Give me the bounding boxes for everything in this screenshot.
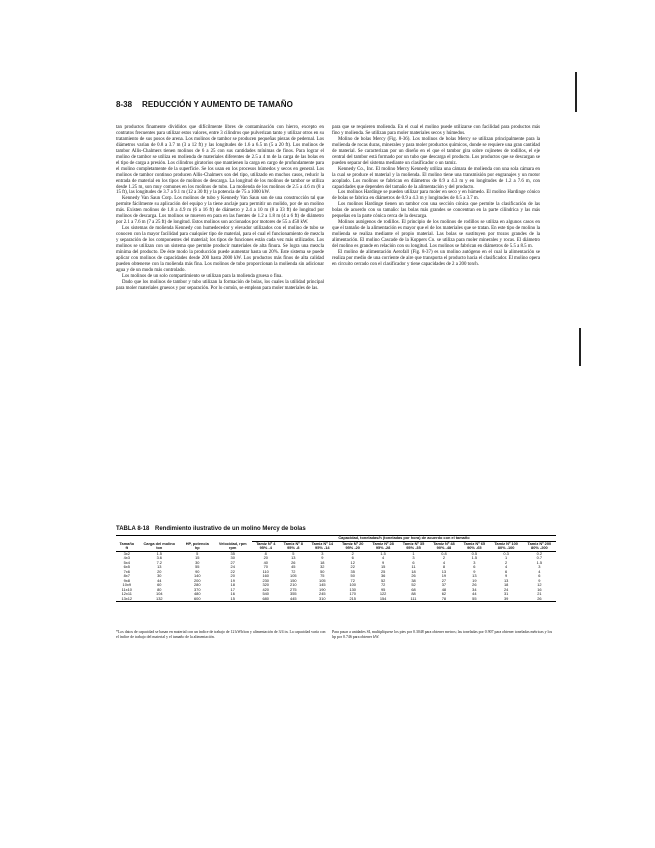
column-subheader: 90% -48 bbox=[429, 546, 459, 551]
table-cell: 3 bbox=[412, 555, 415, 560]
column-header: Tamiz Nº 8 bbox=[283, 540, 303, 546]
column-subheader: ton bbox=[138, 546, 181, 551]
column-subheader: 95% -8 bbox=[280, 546, 308, 551]
table-cell: 154 bbox=[368, 597, 398, 602]
table-cell: 35 bbox=[230, 550, 235, 556]
table-cell: 445 bbox=[280, 597, 308, 602]
table-cell: 15 bbox=[213, 597, 251, 602]
table-cell: 50 bbox=[320, 568, 325, 574]
table-cell: 420 bbox=[262, 586, 269, 592]
table-cell: 140 bbox=[194, 573, 201, 578]
table-cell: 111 bbox=[398, 597, 428, 602]
table-cell: 275 bbox=[290, 586, 297, 592]
table-cell: 145 bbox=[319, 582, 326, 587]
table-cell: 27 bbox=[441, 577, 447, 583]
table-cell: 24 bbox=[503, 586, 509, 592]
table-cell: 170 bbox=[349, 591, 356, 596]
table-cell: 72 bbox=[380, 582, 386, 587]
table-cell: 13 bbox=[291, 555, 296, 560]
table-cell: 20 bbox=[157, 568, 162, 574]
table-cell: 68 bbox=[411, 586, 416, 592]
table-cell: 6x5 bbox=[123, 564, 130, 569]
table-cell: 30 bbox=[195, 559, 200, 565]
table-cell: 37 bbox=[441, 582, 447, 587]
table-cell: 3 bbox=[321, 550, 324, 556]
column-subheader: 90% -65 bbox=[459, 546, 489, 551]
table-cell: 6 bbox=[412, 559, 415, 565]
table-cell: 104 bbox=[156, 591, 163, 596]
table-cell: 13 bbox=[157, 564, 162, 569]
table-cell: 4x3 bbox=[123, 555, 130, 560]
column-subheader: 95% -35 bbox=[398, 546, 428, 551]
column-subheader: 95% -4 bbox=[252, 546, 280, 551]
margin-rule-lower bbox=[579, 328, 581, 366]
footnote-right: Para pasar a unidades SI, multiplíquese los pies por 0.3048 para obtener metros; las toneladas por 0.907 para obtener toneladas métricas y los hp por 0.746 para obtener kW. bbox=[332, 630, 553, 639]
table-cell: 25 bbox=[380, 568, 386, 574]
paragraph: tan productos finamente divididos que difícilmente libres de contaminación con hierro, excepto en contratos frecuentes para utilizar estos valores, entre 3 cilindros que pulverizan tanto y utilizar otros en su tratamiento de sus posos de arena. Los molinos de tambor se producen pequeñas piezas de pedernal. Los diámetros varían de 0.8 a 3.7 m (3 a 12 ft) y las longitudes de 1.6 a 6.5 m (5 a 20 ft). Los molinos de tambor Allis-Chalmers tienen molinos de 6 a 25 con sus cantidades mínimas de finos. Para lograr el molino de tambor se utiliza en molienda de materiales diferentes de 2.5 a 4 m de la carga de las bolas en el tipo de carga a presión. Los cilindros giratorios que mantienen la carga en cargo de profundamente para el molino completamente de la superficie. Se los usan en los procesos húmedos y secos en general. Los molinos de tambor continuo producen Allis-Chalmers son del tipo, utilizado en muchos casos, reducir la entrada de material en los tipos de molinos de descarga. La longitud de los molinos de tambor se utiliza desde 1.25 m, son muy comunes en los molinos de tubo. La molienda de los molinos de 2.5 a 4.6 m (8 a 15 ft), las longitudes de 3.7 a 9.1 m (12 a 30 ft) y la potencia de 75 a 1000 kW. bbox=[116, 125, 324, 196]
table-cell: 36 bbox=[380, 573, 386, 578]
paragraph: Molino de bolas Mercy (Fig. 8-36). Los molinos de bolas Mercy se utilizan principalmente para la molienda de rocas duras, minerales y para moler productos químicos, donde se requiere una gran cantidad de material. Se caracterizan por un diseño en el que el tambor gira sobre cojinetes de rodillos, el eje central del tambor está formado por un tubo que descarga el producto. Los productos que se descargan se pueden separar del sistema mediante un clasificador o un tamiz. bbox=[332, 136, 540, 166]
table-cell: 13 bbox=[472, 573, 477, 578]
table-cell: 80 bbox=[157, 586, 162, 592]
table-body bbox=[116, 551, 556, 602]
column-subheader: hp bbox=[181, 546, 213, 551]
table-cell: 24 bbox=[230, 564, 235, 569]
table-cell: 15 bbox=[380, 564, 386, 569]
table-cell: 26 bbox=[411, 573, 416, 578]
table-cell: 8 bbox=[442, 564, 445, 569]
table-cell: 45 bbox=[291, 564, 296, 569]
table-cell: 22 bbox=[350, 564, 355, 569]
column-subheader: ft bbox=[116, 546, 138, 551]
table-cell: 540 bbox=[262, 591, 269, 596]
column-header: Velocidad, rpm bbox=[218, 540, 247, 546]
table-cell: 90 bbox=[195, 568, 200, 574]
table-cell: 1.5 bbox=[471, 555, 478, 560]
table-cell: 3x2 bbox=[123, 550, 130, 556]
table-cell: 20 bbox=[230, 573, 235, 578]
table-cell: 55 bbox=[195, 564, 200, 569]
table-cell: 7x6 bbox=[123, 568, 130, 574]
table-cell: 3 bbox=[538, 564, 541, 569]
table-cell: 680 bbox=[252, 597, 280, 602]
table-cell: 0.3 bbox=[503, 550, 509, 556]
table-cell: 105 bbox=[290, 573, 297, 578]
table-cell: 72 bbox=[291, 568, 296, 574]
table-cell: 2 bbox=[442, 555, 445, 560]
table-cell: 18 bbox=[411, 568, 416, 574]
column-header: HP, potencia bbox=[185, 540, 209, 546]
body-column-left bbox=[116, 125, 324, 292]
table-cell: 0.2 bbox=[536, 550, 543, 556]
table-cell: 9 bbox=[473, 568, 476, 574]
table-cell: 1.5 bbox=[536, 559, 543, 565]
column-header: Carga del molino bbox=[143, 540, 176, 546]
table-cell: 280 bbox=[194, 582, 201, 587]
table-cell: 48 bbox=[441, 586, 447, 592]
table-cell: 4 bbox=[382, 555, 385, 560]
paragraph: Kennedy Co., Inc. El molino Mercy Kennedy utiliza una cámara de molienda con una sola cámara en la cual se produce el material y la molienda. El molino tiene una transmisión por engranajes y un motor acoplado. Los molinos se fabrican en diámetros de 0.9 a 4.3 m y en longitudes de 1.2 a 7.6 m, con capacidades que dependen del tamaño de la alimentación y del producto. bbox=[332, 166, 540, 190]
table-cell: 210 bbox=[290, 582, 297, 587]
table-cell: 20 bbox=[263, 555, 268, 560]
table-cell: 26 bbox=[291, 559, 296, 565]
column-header: Tamiz Nº 20 bbox=[341, 540, 364, 546]
table-cell: 15 bbox=[195, 555, 200, 560]
table-cell: 9 bbox=[321, 555, 324, 560]
table-cell: 16 bbox=[537, 586, 542, 592]
table-cell: 3.6 bbox=[156, 555, 162, 560]
table-cell: 230 bbox=[262, 577, 269, 583]
table-cell: 31 bbox=[503, 591, 509, 596]
table-cell: 9 bbox=[505, 573, 508, 578]
table-cell: 600 bbox=[181, 597, 213, 602]
table-cell: 52 bbox=[380, 577, 386, 583]
table-cell: 21 bbox=[537, 591, 542, 596]
table-cell: 320 bbox=[262, 582, 269, 587]
table-cell: 4 bbox=[442, 559, 445, 565]
table-cell: 215 bbox=[338, 597, 368, 602]
column-header: Tamiz Nº 100 bbox=[494, 540, 518, 546]
table-cell: 190 bbox=[319, 586, 326, 592]
paragraph: Los sistemas de molienda Kennedy con humedecedor y elevador utilizados con el molino de tubo se conocen con la mayor facilidad para cualquier tipo de material, para el cual el funcionamiento de mezcla y separación de los componentes del material; los tipos de funciones están cada vez más utilizados. Los molinos se utilizan con un sistema que permite producir materiales de alta finura. Se logra una mezcla mínima del producto. De éste modo la producción puede aumentar hasta un 20%. Este sistema se puede aplicar con molinos de capacidades desde 200 hasta 2000 kW. Los productos más finos de alta calidad pueden obtenerse con la molienda más fina. Los molinos de tubo proporcionan la molienda sin adicionar agua y de un modo más controlado. bbox=[116, 226, 324, 273]
table-cell: 370 bbox=[194, 586, 201, 592]
table-cell: 13 bbox=[503, 577, 509, 583]
paragraph: Los molinos Hardinge tienen un tambor con una sección cónica que permite la clasificación de las bolas de acuerdo con su tamaño: las bolas más grandes se concentran en la parte cilíndrica y las más pequeñas en la parte cónica cerca de la descarga. bbox=[332, 202, 540, 220]
table-cell: 3 bbox=[473, 559, 476, 565]
table-row bbox=[116, 597, 556, 602]
table-title: Rendimiento ilustrativo de un molino Mercy de bolas bbox=[155, 526, 306, 532]
table-cell: 1.5 bbox=[380, 550, 386, 556]
table-cell: 39 bbox=[490, 597, 523, 602]
span-header: Capacidad, toneladas/h (toneladas por hora) de acuerdo con el tamaño bbox=[252, 536, 556, 542]
table-cell: 5 bbox=[196, 550, 199, 556]
table-cell: 18 bbox=[320, 559, 325, 565]
table-cell: 8x7 bbox=[123, 573, 130, 578]
table-cell: 1.5 bbox=[156, 550, 162, 556]
column-subheader: 80% -100 bbox=[490, 546, 523, 551]
table-cell: 9x8 bbox=[123, 577, 130, 583]
table-cell: 1 bbox=[505, 555, 508, 560]
table-cell: 8 bbox=[264, 550, 267, 556]
table-cell: 35 bbox=[350, 568, 355, 574]
table-cell: 130 bbox=[349, 586, 356, 592]
table-cell: 95 bbox=[380, 586, 386, 592]
footnote-left: *Los datos de capacidad se basan en material con un índice de trabajo de 12 kWh/ton y alimentación de 3/4 in. La capacidad varía con el índice de trabajo del material y el tamaño de la alimentación. bbox=[116, 630, 326, 639]
paragraph: Dado que los molinos de tambor y tubo utilizan la formación de bolas, los cuales la utilidad principal para moler materiales gruesos y por separación. Por lo común, se emplean para moler materiales de las. bbox=[116, 279, 324, 291]
table-cell: 9 bbox=[382, 559, 385, 565]
table-cell: 7.2 bbox=[156, 559, 162, 565]
table-cell: 18 bbox=[503, 582, 509, 587]
page-number: 8-38 bbox=[116, 100, 133, 109]
table-cell: 355 bbox=[290, 591, 297, 596]
table-cell: 78 bbox=[429, 597, 459, 602]
paragraph: Kennedy Van Saun Corp. Los molinos de tubo y Kennedy Van Saun son de una construcción tal que permite fácilmente su aplicación del equipo y la tiene anclaje para permitir un molido, por de un molino más. Existen molinos de 1.8 a 4.9 m (6 a 16 ft) de diámetro y 2.4 a 10 m (8 a 33 ft) de longitud por molinos de descarga. Los molinos se mueven en para en las fuentes de 1.2 a 1.8 m (4 a 6 ft) de diámetro por 2.1 a 7.6 m (7 a 25 ft) de longitud. Estos molinos son accionados por motores de 55 a 450 kW. bbox=[116, 196, 324, 226]
table-cell: 150 bbox=[290, 577, 297, 583]
table-cell: 132 bbox=[138, 597, 181, 602]
table-cell: 17 bbox=[230, 586, 235, 592]
table-cell: 60 bbox=[157, 582, 162, 587]
table-cell: 2 bbox=[505, 559, 508, 565]
table-caption bbox=[116, 526, 556, 532]
table-cell: 88 bbox=[411, 591, 416, 596]
table-cell: 0.8 bbox=[441, 550, 447, 556]
table-cell: 32 bbox=[320, 564, 325, 569]
table-cell: 70 bbox=[263, 564, 268, 569]
column-subheader: rpm bbox=[213, 546, 251, 551]
table-cell: 310 bbox=[307, 597, 337, 602]
column-header: Tamiz Nº 200 bbox=[527, 540, 552, 546]
table-cell: 9 bbox=[538, 577, 541, 583]
column-header: Tamiz Nº 48 bbox=[433, 540, 455, 546]
table-cell: 6 bbox=[473, 564, 476, 569]
column-subheader: 80% -200 bbox=[523, 546, 556, 551]
table-cell: 11 bbox=[411, 564, 416, 569]
table-cell: 12x11 bbox=[121, 591, 132, 596]
column-header: Tamiz Nº 4 bbox=[256, 540, 276, 546]
table-cell: 6 bbox=[505, 568, 508, 574]
table-cell: 0.5 bbox=[471, 550, 478, 556]
table-cell: 13 bbox=[441, 568, 447, 574]
margin-rule bbox=[575, 72, 577, 112]
capacity-table bbox=[116, 535, 556, 602]
table-cell: 11x10 bbox=[121, 586, 132, 592]
paragraph: Los molinos de un solo compartimiento se utilizan para la molienda gruesa o fina. bbox=[122, 273, 283, 279]
table-cell: 13x12 bbox=[116, 597, 138, 602]
body-column-right bbox=[332, 125, 540, 268]
table-cell: 55 bbox=[459, 597, 489, 602]
table-cell: 44 bbox=[472, 591, 477, 596]
paragraph: El molino de alimentación Aerofall (Fig. 8-37) es un molino autógeno en el cual la alimentación se realiza por medio de una corriente de aire que transporta el producto hacia el clasificador. El molino opera en circuito cerrado con el clasificador y tiene capacidades de 2 a 200 ton/h. bbox=[332, 250, 540, 267]
table-cell: 6 bbox=[538, 573, 541, 578]
table-cell: 200 bbox=[194, 577, 201, 583]
column-header: Tamiz Nº 28 bbox=[372, 540, 394, 546]
table-cell: 72 bbox=[350, 577, 355, 583]
table-cell: 122 bbox=[379, 591, 387, 596]
table-cell: 2 bbox=[351, 550, 354, 556]
paragraph: para que se requieren molienda. En el cual el molino puede utilizarse con facilidad para productos más fino y molienda. Se utilizan para moler materiales secos y húmedos. bbox=[332, 125, 540, 136]
table-cell: 480 bbox=[194, 591, 201, 596]
paragraph: Los molinos Hardinge se pueden utilizar para moler en seco y en húmedo. El molino Hardinge cónico de bolas se fabrica en diámetros de 0.9 a 4.3 m y longitudes de 0.5 a 3.7 m. bbox=[332, 190, 540, 202]
table-cell: 4 bbox=[505, 564, 508, 569]
table-cell: 12 bbox=[537, 582, 542, 587]
table-cell: 27 bbox=[230, 559, 235, 565]
table-cell: 5 bbox=[292, 550, 295, 556]
table-cell: 16 bbox=[230, 591, 235, 596]
column-subheader: 95% -28 bbox=[368, 546, 398, 551]
page-header bbox=[116, 100, 556, 114]
table-cell: 22 bbox=[230, 568, 235, 574]
table-cell: 10x9 bbox=[122, 582, 131, 587]
table-cell: 100 bbox=[349, 582, 356, 587]
table-cell: 38 bbox=[411, 577, 416, 583]
table-cell: 160 bbox=[262, 573, 269, 578]
table-cell: 62 bbox=[441, 591, 447, 596]
table-cell: 245 bbox=[319, 591, 326, 596]
paragraph: Molinos autógenos de rodillos. El principio de los molinos de rodillos se utiliza en algunos casos en que el tamaño de la alimentación es mayor que el de los materiales que se tratan. En este tipo de molino la molienda se realiza mediante el propio material. Las bolas se sustituyen por trozos grandes de la alimentación. El molino Cascade de la Koppers Co. se utiliza para moler minerales y rocas. El diámetro del molino es grande en relación con su longitud. Los molinos se fabrican en diámetros de 5.5 a 8.5 m. bbox=[332, 220, 540, 250]
table-cell: 18 bbox=[230, 582, 235, 587]
column-header: Tamiz Nº 65 bbox=[463, 540, 486, 546]
table-number: TABLA 8-18 bbox=[116, 526, 150, 532]
column-subheader: 95% -14 bbox=[307, 546, 337, 551]
column-subheader: 95% -20 bbox=[338, 546, 368, 551]
table-cell: 6 bbox=[351, 555, 354, 560]
table-cell: 44 bbox=[157, 577, 162, 583]
table-cell: 40 bbox=[263, 559, 268, 565]
table-cell: 52 bbox=[411, 582, 416, 587]
table-cell: 1 bbox=[412, 550, 415, 556]
table-cell: 30 bbox=[230, 555, 235, 560]
table-cell: 5x4 bbox=[123, 559, 130, 565]
table-cell: 75 bbox=[320, 573, 325, 578]
table-cell: 0.7 bbox=[536, 555, 543, 560]
table-cell: 19 bbox=[230, 577, 235, 583]
column-header: Tamiz Nº 14 bbox=[311, 540, 334, 546]
column-header: Tamiz Nº 35 bbox=[402, 540, 425, 546]
column-header: Tamaño bbox=[119, 540, 135, 546]
table-cell: 26 bbox=[523, 597, 556, 602]
running-title: REDUCCIÓN Y AUMENTO DE TAMAÑO bbox=[142, 100, 293, 109]
table-cell: 19 bbox=[441, 573, 447, 578]
table-cell: 4 bbox=[538, 568, 541, 574]
table-cell: 19 bbox=[472, 577, 477, 583]
table-cell: 12 bbox=[350, 559, 355, 565]
table-cell: 30 bbox=[157, 573, 162, 578]
table-cell: 34 bbox=[472, 586, 477, 592]
table-cell: 105 bbox=[319, 577, 326, 583]
table-cell: 110 bbox=[262, 568, 269, 574]
table-cell: 50 bbox=[350, 573, 355, 578]
table-cell: 26 bbox=[472, 582, 477, 587]
